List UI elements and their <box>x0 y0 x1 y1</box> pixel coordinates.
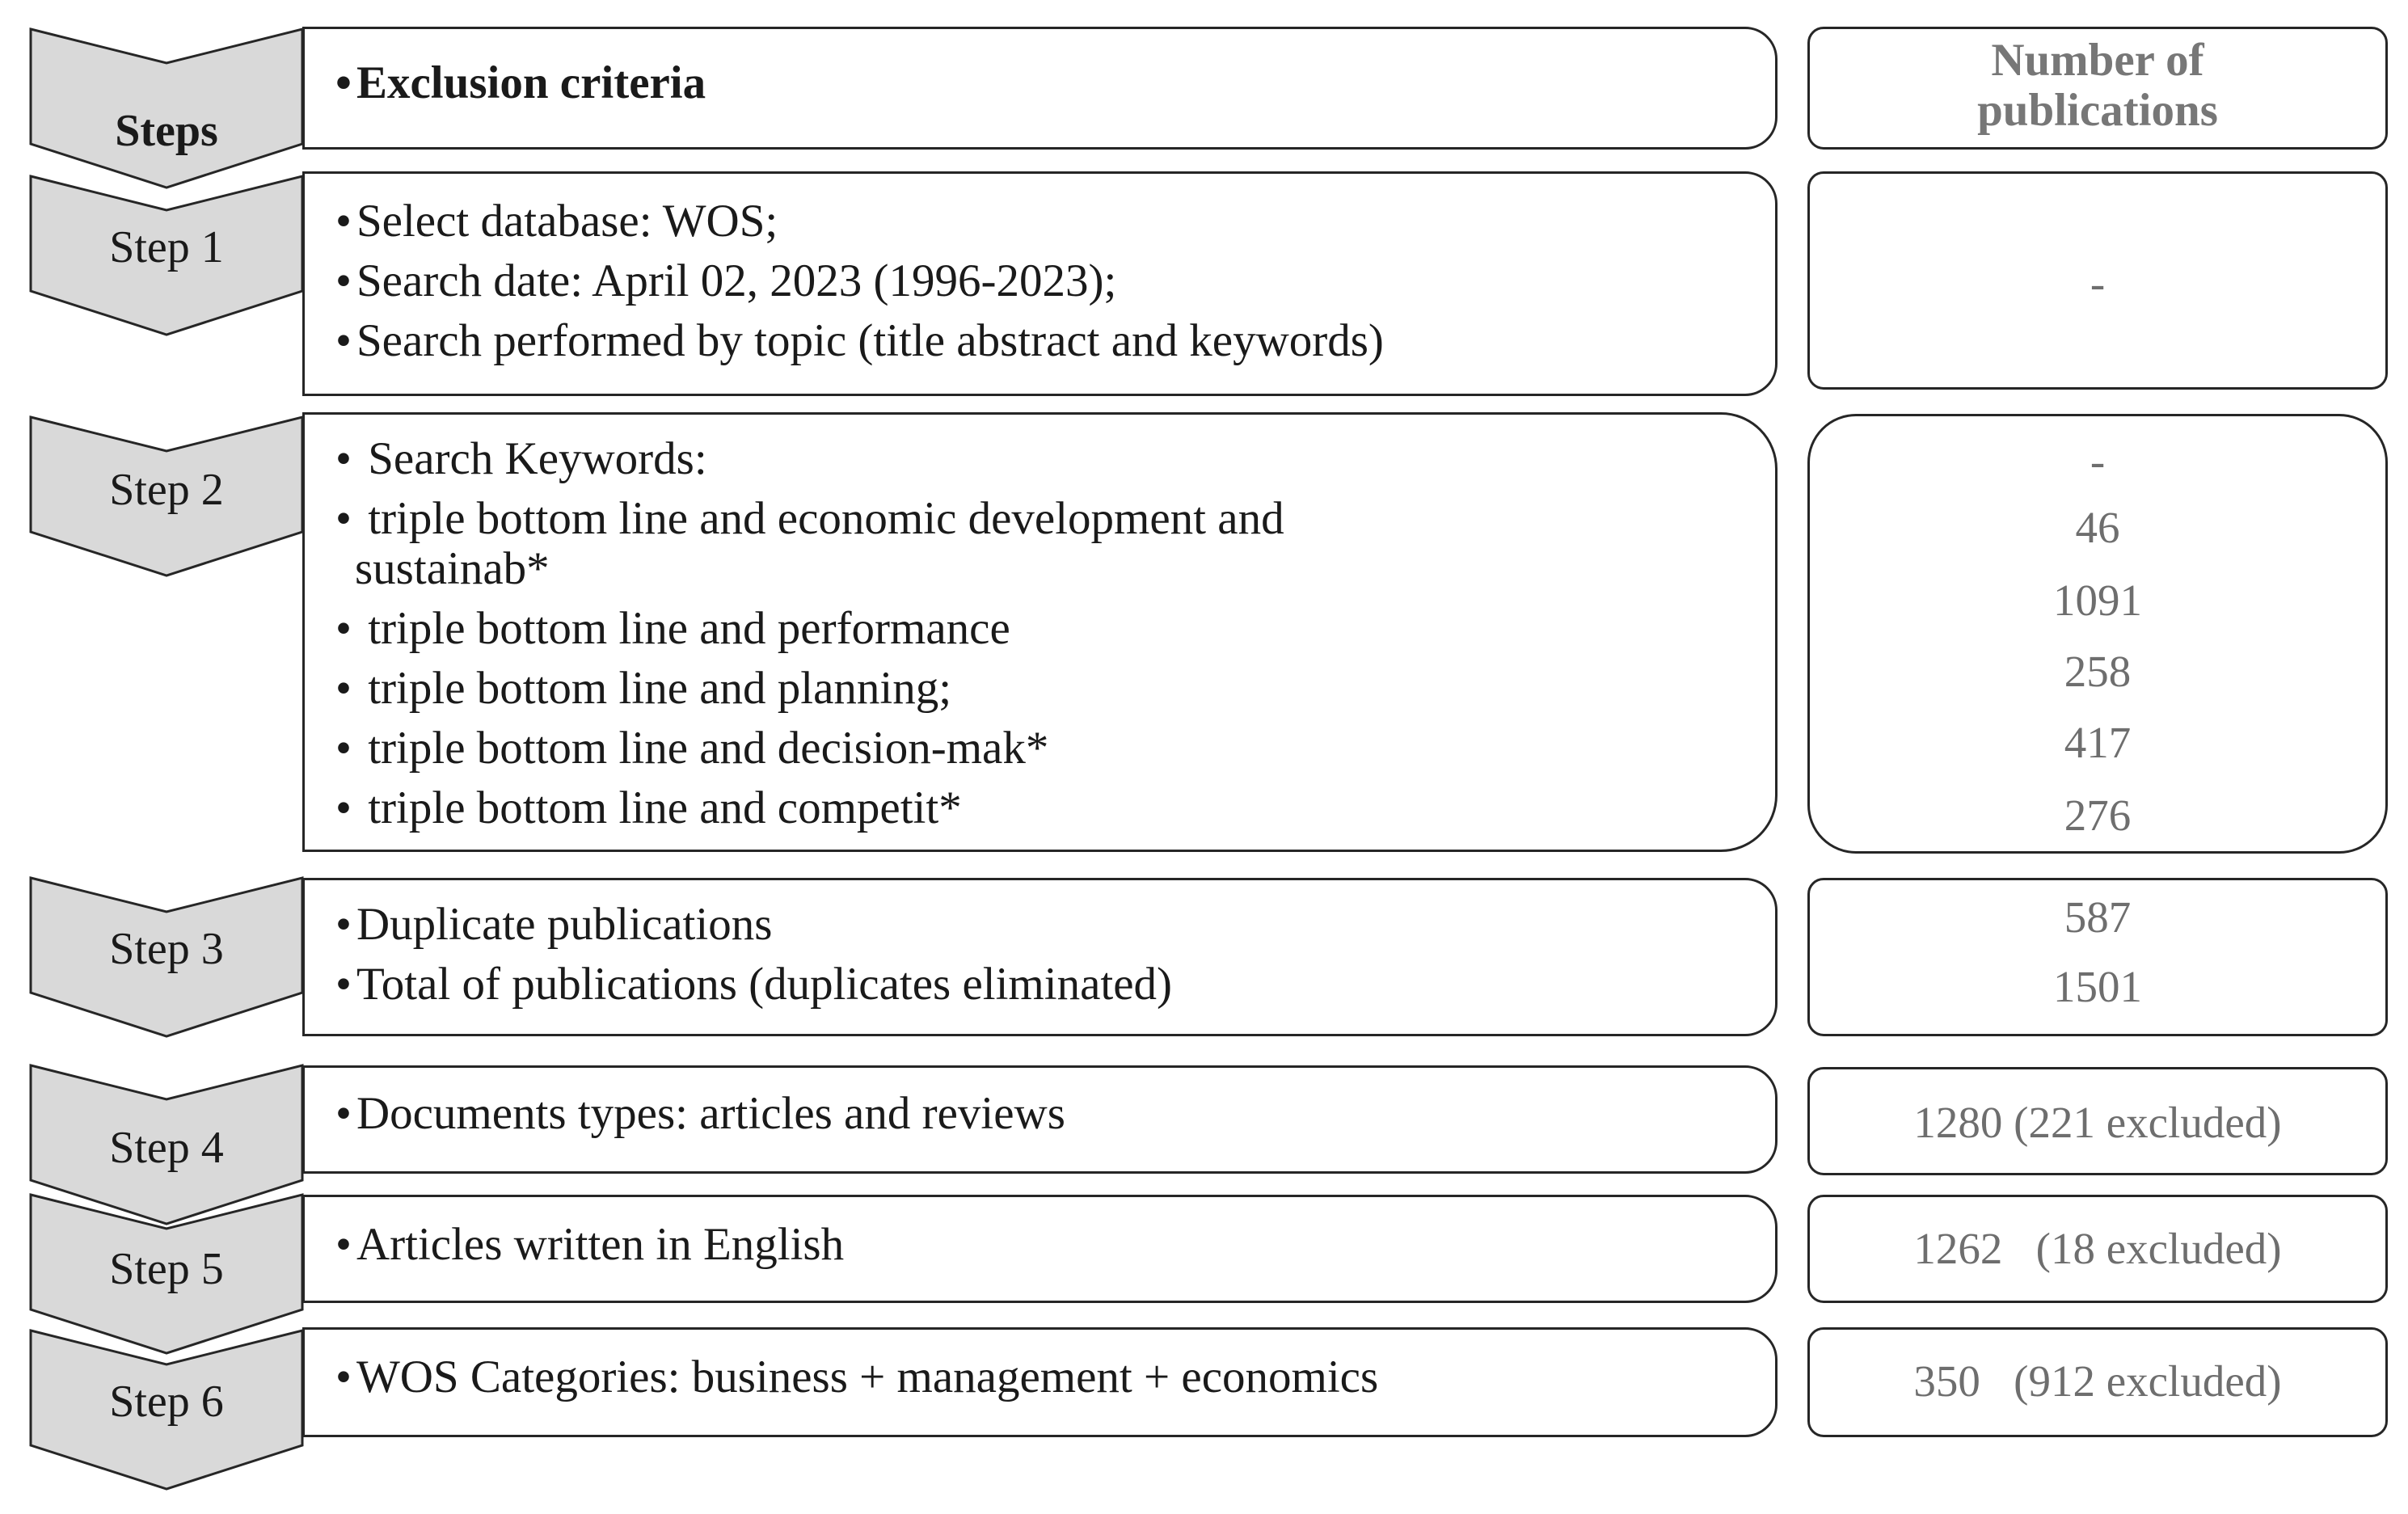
criteria-item: • triple bottom line and planning; <box>335 663 952 714</box>
step-2-label: Step 2 <box>109 465 224 515</box>
number-value: 258 <box>2064 647 2132 696</box>
number-value: 587 <box>2064 892 2132 942</box>
number-value: - <box>2090 436 2106 486</box>
steps-header-label: Steps <box>115 106 218 156</box>
number-value: 1262 (18 excluded) <box>1913 1224 2282 1273</box>
chevron-step-1 <box>31 176 302 338</box>
step-5-label: Step 5 <box>109 1244 224 1294</box>
number-header-label: Number of publications <box>1977 35 2218 136</box>
number-box-step-5 <box>1807 1195 2388 1303</box>
criteria-item: • Duplicate publications <box>335 899 773 950</box>
step-4-label: Step 4 <box>109 1123 224 1173</box>
criteria-item: • triple bottom line and economic development and <box>335 493 1284 544</box>
number-box-step-2 <box>1807 414 2388 854</box>
chevron-step-2 <box>31 417 302 579</box>
criteria-box-step-3 <box>302 878 1778 1036</box>
number-value: 1091 <box>2053 576 2142 625</box>
criteria-item: • triple bottom line and decision-mak* <box>335 723 1049 774</box>
criteria-box-step-4 <box>302 1065 1778 1174</box>
criteria-item: • Search performed by topic (title abstract and keywords) <box>335 315 1384 366</box>
number-value: 276 <box>2064 791 2132 840</box>
criteria-box-step-2 <box>302 412 1778 852</box>
criteria-item: • Select database: WOS; <box>335 196 778 247</box>
number-value: 350 (912 excluded) <box>1913 1356 2282 1406</box>
criteria-item: • triple bottom line and competit* <box>335 782 962 833</box>
criteria-item: • Search Keywords: <box>335 433 707 484</box>
criteria-header-label: • Exclusion criteria <box>335 57 706 108</box>
step-3-label: Step 3 <box>109 924 224 974</box>
step-6-label: Step 6 <box>109 1377 224 1427</box>
chevron-step-3 <box>31 878 302 1040</box>
criteria-box-step-1 <box>302 171 1778 396</box>
criteria-item: • triple bottom line and performance <box>335 603 1010 654</box>
number-value: 46 <box>2075 503 2120 552</box>
number-header-box <box>1807 27 2388 150</box>
chevron-step-6 <box>31 1331 302 1492</box>
criteria-box-step-5 <box>302 1195 1778 1303</box>
number-value: - <box>2090 259 2106 308</box>
criteria-item: • Total of publications (duplicates eliminated) <box>335 959 1173 1010</box>
criteria-header-box <box>302 27 1778 150</box>
number-box-step-6 <box>1807 1327 2388 1437</box>
step-1-label: Step 1 <box>109 222 224 272</box>
criteria-item: • Articles written in English <box>335 1219 845 1270</box>
number-box-step-1 <box>1807 171 2388 390</box>
criteria-item: • Search date: April 02, 2023 (1996-2023); <box>335 255 1117 306</box>
criteria-box-step-6 <box>302 1327 1778 1437</box>
chevron-steps-header <box>31 29 302 191</box>
number-box-step-4 <box>1807 1067 2388 1175</box>
number-box-step-3 <box>1807 878 2388 1036</box>
criteria-item: • WOS Categories: business + management + economics <box>335 1352 1379 1402</box>
number-value: 1501 <box>2053 962 2142 1011</box>
number-value: 1280 (221 excluded) <box>1913 1098 2282 1147</box>
criteria-item: • Documents types: articles and reviews <box>335 1088 1065 1139</box>
number-value: 417 <box>2064 718 2132 767</box>
criteria-item-continued: sustainab* <box>355 543 550 594</box>
